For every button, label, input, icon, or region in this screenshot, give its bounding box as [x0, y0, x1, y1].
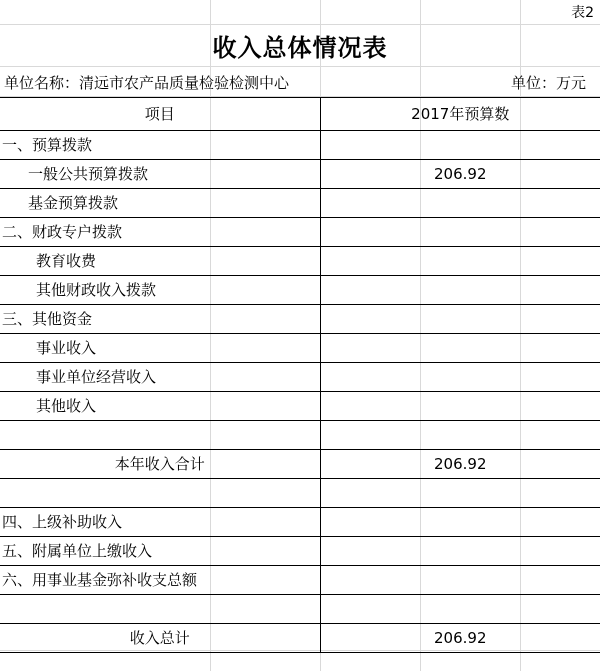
row-value[interactable]: [320, 392, 600, 421]
income-table: [0, 97, 600, 653]
table-header-row: [0, 98, 600, 131]
table-row: [0, 421, 600, 450]
row-value[interactable]: [320, 247, 600, 276]
table-row: [0, 218, 600, 247]
table-row: [0, 276, 600, 305]
row-label[interactable]: 六、用事业基金弥补收支总额: [0, 566, 320, 595]
row-label[interactable]: 四、上级补助收入: [0, 508, 320, 537]
row-label[interactable]: 其他收入: [0, 392, 320, 421]
table-number: 表2: [571, 5, 594, 21]
table-row: [0, 131, 600, 160]
row-value[interactable]: [320, 479, 600, 508]
table-row: [0, 508, 600, 537]
row-label[interactable]: 一、预算拨款: [0, 131, 320, 160]
row-label[interactable]: 一般公共预算拨款: [0, 160, 320, 189]
row-label[interactable]: [0, 479, 320, 508]
row-label[interactable]: 事业收入: [0, 334, 320, 363]
row-label[interactable]: 其他财政收入拨款: [0, 276, 320, 305]
table-row: [0, 450, 600, 479]
table-row: [0, 479, 600, 508]
column-header-item[interactable]: 项目: [0, 98, 320, 131]
row-label[interactable]: [0, 421, 320, 450]
row-label[interactable]: 二、财政专户拨款: [0, 218, 320, 247]
table-row: [0, 334, 600, 363]
row-value[interactable]: [320, 305, 600, 334]
row-value[interactable]: [320, 363, 600, 392]
row-label[interactable]: 收入总计: [0, 624, 320, 653]
table-row: [0, 537, 600, 566]
row-label[interactable]: 基金预算拨款: [0, 189, 320, 218]
row-label[interactable]: 本年收入合计: [0, 450, 320, 479]
table-row: [0, 189, 600, 218]
row-value[interactable]: [320, 595, 600, 624]
table-row: [0, 160, 600, 189]
row-label[interactable]: 三、其他资金: [0, 305, 320, 334]
table-row: [0, 624, 600, 653]
row-value[interactable]: [320, 537, 600, 566]
row-value[interactable]: [320, 189, 600, 218]
row-value[interactable]: [320, 218, 600, 247]
table-row: [0, 595, 600, 624]
row-label[interactable]: 事业单位经营收入: [0, 363, 320, 392]
row-value[interactable]: 206.92: [320, 624, 600, 653]
row-value[interactable]: [320, 276, 600, 305]
row-value[interactable]: [320, 131, 600, 160]
table-row: [0, 363, 600, 392]
table-row: [0, 392, 600, 421]
column-header-budget[interactable]: 2017年预算数: [320, 98, 600, 131]
row-label[interactable]: 五、附属单位上缴收入: [0, 537, 320, 566]
table-row: [0, 305, 600, 334]
row-value[interactable]: 206.92: [320, 450, 600, 479]
row-label[interactable]: [0, 595, 320, 624]
row-value[interactable]: [320, 334, 600, 363]
row-value[interactable]: [320, 421, 600, 450]
table-row: [0, 247, 600, 276]
row-label[interactable]: 教育收费: [0, 247, 320, 276]
unit-name-label: 单位名称：清远市农产品质量检验检测中心: [4, 74, 290, 92]
table-row: [0, 566, 600, 595]
currency-unit-label: 单位：万元: [510, 74, 586, 92]
page-title: 收入总体情况表: [212, 34, 388, 62]
row-value[interactable]: [320, 508, 600, 537]
row-value[interactable]: [320, 566, 600, 595]
row-value[interactable]: 206.92: [320, 160, 600, 189]
